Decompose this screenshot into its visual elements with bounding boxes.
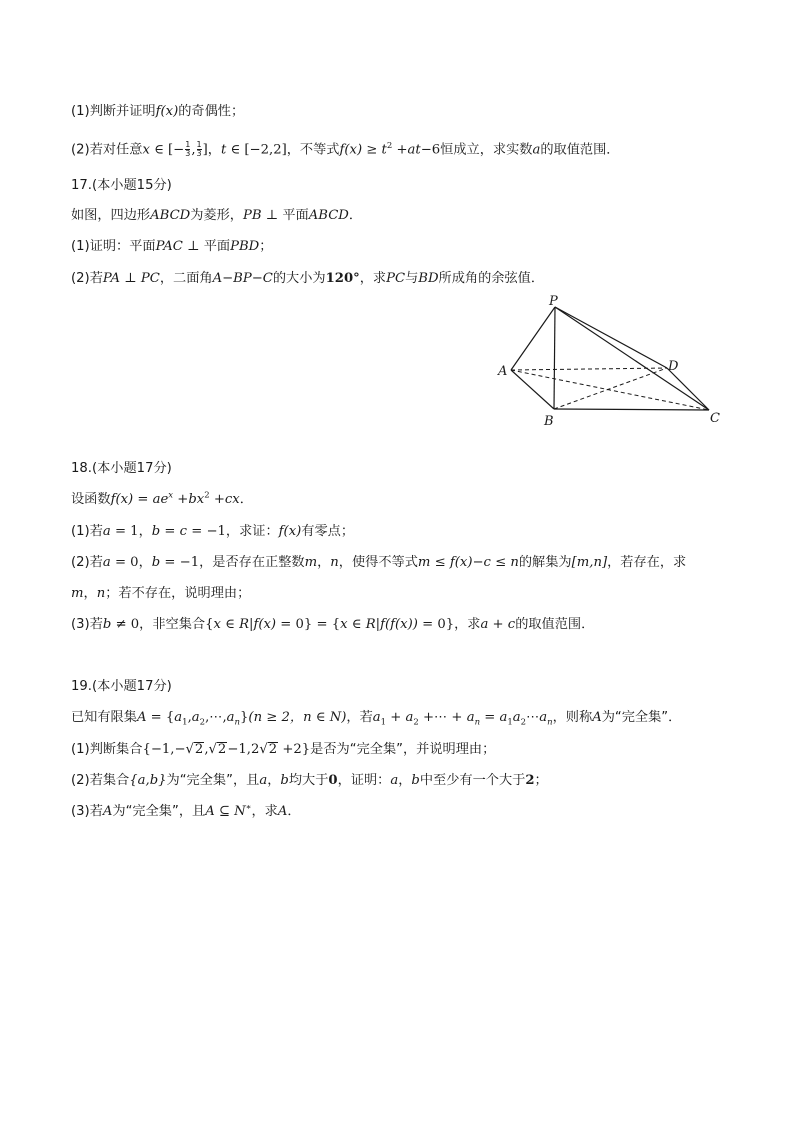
label-B: B [544, 414, 554, 429]
q17-intro: 如图，四边形ABCD为菱形，PB ⊥ 平面ABCD． [71, 208, 363, 223]
diag-BD-hidden [554, 368, 667, 409]
q17-part2: (2)若PA ⊥ PC，二面角A−BP−C的大小为120°，求PC与BD所成角的余弦值． [71, 271, 545, 286]
label-A: A [498, 364, 508, 379]
label-C: C [710, 411, 720, 426]
q17-header: 17.(本小题15分) [71, 178, 172, 193]
q18-header: 18.(本小题17分) [71, 461, 172, 476]
q19-part3: (3)若A为“完全集”，且A ⊆ N∗，求A． [71, 802, 301, 819]
q18-part2-cont: m，n；若不存在，说明理由； [71, 586, 251, 601]
fraction: $\frac{1}{3}$ [185, 140, 191, 158]
q16-part1: (1)判断并证明f(x)的奇偶性； [71, 104, 245, 119]
edge-AD-hidden [511, 368, 667, 370]
q19-part2: (2)若集合{a,b}为“完全集”，且a，b均大于0，证明：a，b中至少有一个大于2； [71, 773, 548, 788]
q17-part1: (1)证明：平面PAC ⊥ 平面PBD； [71, 239, 273, 254]
q18-part3: (3)若b ≠ 0，非空集合{x ∈ R|f(x) = 0} = {x ∈ R|f(f(x)) = 0}，求a + c的取值范围． [71, 617, 595, 632]
edge-CD [667, 368, 709, 410]
label-D: D [668, 359, 679, 374]
edge-PD [555, 307, 667, 368]
pyramid-figure [494, 294, 726, 432]
label-P: P [549, 294, 558, 309]
q19-header: 19.(本小题17分) [71, 679, 172, 694]
edge-PC [555, 307, 709, 410]
edge-AB [511, 370, 554, 409]
edge-BC [554, 409, 709, 410]
edge-PA [511, 307, 555, 370]
part-label: (1) [71, 104, 90, 119]
fraction: $\frac{1}{3}$ [196, 140, 202, 158]
q18-intro: 设函数$f(x) = ae^x +bx^2 +cx$． [71, 490, 253, 507]
q18-part2: (2)若a = 0，b = −1，是否存在正整数m，n，使得不等式m ≤ f(x)−c ≤ n的解集为[m,n]，若存在，求 [71, 555, 687, 570]
math-fx: f(x) [155, 104, 179, 119]
q16-part2: (2)若对任意x ∈ [− $\frac{1}{3}$ , $\frac{1}{3}$ ]，t ∈ [−2,2]，不等式$f(x) \ge t^2 +at-6$恒成立，求实数a的取值范围． [71, 140, 620, 158]
q19-intro: 已知有限集$A = \{a_1,a_2,\cdots,a_n\}(n \ge 2$，n ∈ N)，若$a_1 + a_2$ +⋯ + $a_n$ = $a_1a_2\cdots a_n$，则称A为“完全集”． [71, 710, 682, 728]
edge-PB [554, 307, 555, 409]
q18-part1: (1)若a = 1，b = c = −1，求证：f(x)有零点； [71, 524, 355, 539]
q19-part1: (1)判断集合{−1,−√2,√2−1,2√2 +2}是否为“完全集”，并说明理由； [71, 742, 496, 757]
